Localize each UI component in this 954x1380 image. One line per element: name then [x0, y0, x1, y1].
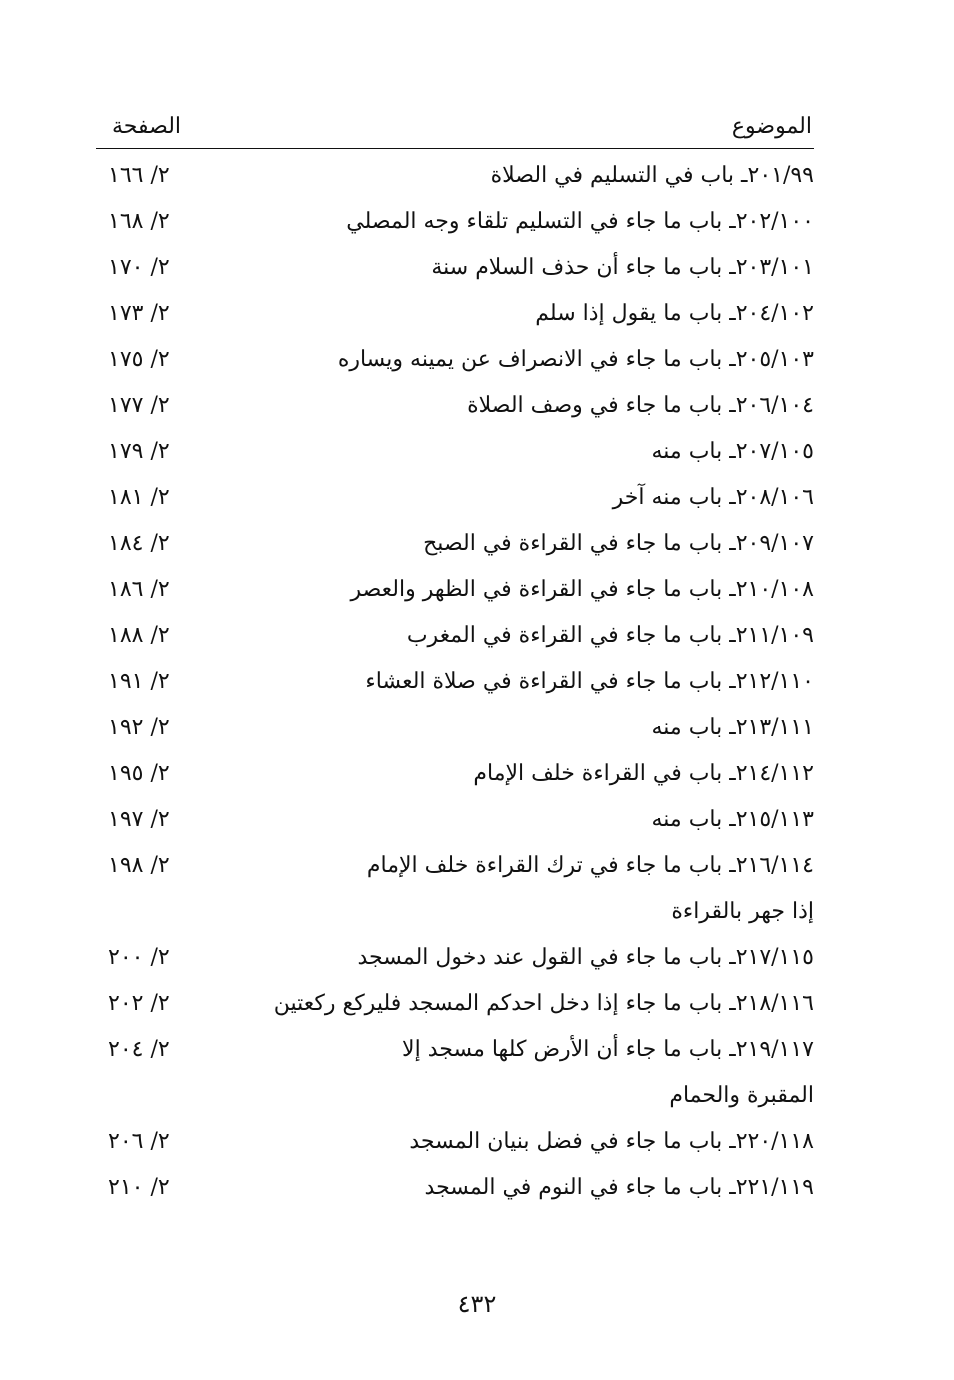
toc-entry-page: ٢/ ١٦٨	[108, 209, 170, 234]
toc-entry-title: ٢٢١/١١٩ـ باب ما جاء في النوم في المسجد	[424, 1175, 814, 1200]
toc-entry	[96, 200, 814, 246]
toc-entry-page: ٢/ ١٩٥	[108, 761, 170, 786]
toc-entry	[96, 430, 814, 476]
toc-entry	[96, 1028, 814, 1074]
toc-entry-title: ٢١١/١٠٩ـ باب ما جاء في القراءة في المغرب	[406, 623, 814, 648]
page-number: ٤٣٢	[457, 1290, 497, 1318]
toc-entry	[96, 476, 814, 522]
toc-entry	[96, 522, 814, 568]
toc-entry-page: ٢/ ١٨٨	[108, 623, 170, 648]
toc-entry-page: ٢/ ٢٠٠	[108, 945, 170, 970]
toc-entry	[96, 798, 814, 844]
toc-entry-page: ٢/ ١٩٧	[108, 807, 170, 832]
toc-entry-title: ٢٠٢/١٠٠ـ باب ما جاء في التسليم تلقاء وجه المصلي	[346, 209, 814, 234]
toc-entry-page: ٢/ ١٩٢	[108, 715, 170, 740]
table-of-contents	[96, 154, 814, 1212]
toc-entry-title: ٢١٠/١٠٨ـ باب ما جاء في القراءة في الظهر والعصر	[350, 577, 814, 602]
toc-entry-title: ٢١٩/١١٧ـ باب ما جاء أن الأرض كلها مسجد إلا	[402, 1037, 814, 1062]
toc-entry-page: ٢/ ٢٠٤	[108, 1037, 170, 1062]
toc-entry-page: ٢/ ٢١٠	[108, 1175, 170, 1200]
toc-entry-title: ٢٠٦/١٠٤ـ باب ما جاء في وصف الصلاة	[467, 393, 814, 418]
toc-entry-page: ٢/ ١٧٣	[108, 301, 170, 326]
toc-entry-title: إذا جهر بالقراءة	[671, 899, 814, 924]
toc-entry	[96, 154, 814, 200]
toc-entry-page: ٢/ ١٧٩	[108, 439, 170, 464]
toc-entry-title: ٢٢٠/١١٨ـ باب ما جاء في فضل بنيان المسجد	[409, 1129, 814, 1154]
toc-entry-page: ٢/ ١٧٠	[108, 255, 170, 280]
toc-entry-title: ٢٠١/٩٩ـ باب في التسليم في الصلاة	[490, 163, 814, 188]
toc-entry-page: ٢/ ١٦٦	[108, 163, 170, 188]
toc-entry	[96, 890, 814, 936]
toc-entry-page: ٢/ ١٩٨	[108, 853, 170, 878]
toc-entry	[96, 1166, 814, 1212]
toc-entry	[96, 246, 814, 292]
toc-entry-page: ٢/ ٢٠٦	[108, 1129, 170, 1154]
toc-entry-title: ٢٠٩/١٠٧ـ باب ما جاء في القراءة في الصبح	[423, 531, 814, 556]
toc-entry	[96, 936, 814, 982]
toc-entry-title: ٢١٥/١١٣ـ باب منه	[651, 807, 814, 832]
toc-entry	[96, 1074, 814, 1120]
toc-entry	[96, 292, 814, 338]
toc-entry-title: ٢٠٣/١٠١ـ باب ما جاء أن حذف السلام سنة	[431, 255, 814, 280]
toc-entry	[96, 844, 814, 890]
toc-entry-page: ٢/ ١٨٤	[108, 531, 170, 556]
header-divider	[96, 148, 814, 149]
toc-entry-page: ٢/ ١٧٧	[108, 393, 170, 418]
page-column-header: الصفحة	[112, 114, 182, 139]
toc-entry	[96, 1120, 814, 1166]
toc-entry	[96, 660, 814, 706]
toc-entry-title: ٢١٦/١١٤ـ باب ما جاء في ترك القراءة خلف الإمام	[366, 853, 814, 878]
topic-column-header: الموضوع	[731, 114, 812, 139]
toc-entry	[96, 384, 814, 430]
toc-entry-page: ٢/ ١٧٥	[108, 347, 170, 372]
toc-entry-title: ٢١٤/١١٢ـ باب في القراءة خلف الإمام	[473, 761, 814, 786]
toc-entry-title: المقبرة والحمام	[669, 1083, 814, 1108]
toc-entry-page: ٢/ ٢٠٢	[108, 991, 170, 1016]
toc-entry-page: ٢/ ١٨٦	[108, 577, 170, 602]
toc-entry-title: ٢١٨/١١٦ـ باب ما جاء إذا دخل احدكم المسجد فليركع ركعتين	[273, 991, 814, 1016]
toc-entry-title: ٢١٧/١١٥ـ باب ما جاء في القول عند دخول المسجد	[357, 945, 814, 970]
toc-entry-title: ٢٠٥/١٠٣ـ باب ما جاء في الانصراف عن يمينه ويساره	[337, 347, 814, 372]
toc-entry	[96, 338, 814, 384]
toc-entry-title: ٢١٢/١١٠ـ باب ما جاء في القراءة في صلاة العشاء	[365, 669, 814, 694]
toc-entry-title: ٢٠٧/١٠٥ـ باب منه	[651, 439, 814, 464]
toc-entry	[96, 752, 814, 798]
toc-entry	[96, 706, 814, 752]
toc-entry-title: ٢٠٨/١٠٦ـ باب منه آخر	[612, 485, 814, 510]
toc-entry-title: ٢١٣/١١١ـ باب منه	[651, 715, 814, 740]
toc-entry	[96, 982, 814, 1028]
toc-entry-page: ٢/ ١٩١	[108, 669, 170, 694]
toc-entry-title: ٢٠٤/١٠٢ـ باب ما يقول إذا سلم	[535, 301, 814, 326]
toc-entry	[96, 614, 814, 660]
toc-entry	[96, 568, 814, 614]
toc-entry-page: ٢/ ١٨١	[108, 485, 170, 510]
